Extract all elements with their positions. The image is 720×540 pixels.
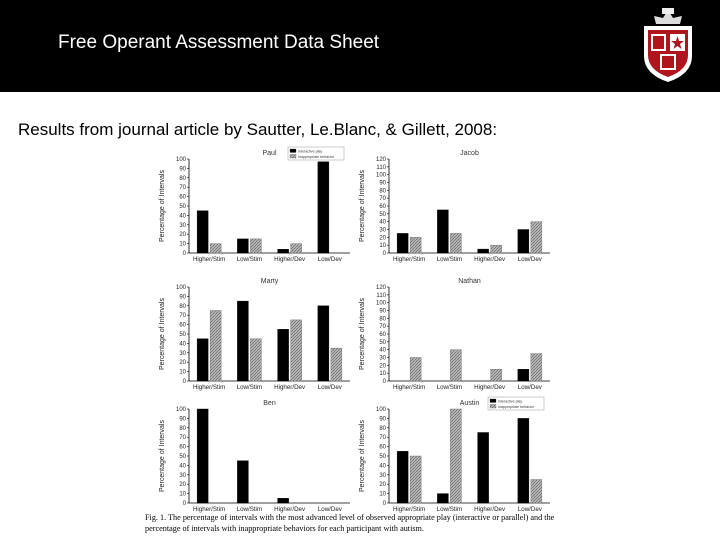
legend-swatch [490,399,496,403]
y-tick-label: 100 [175,285,186,291]
y-tick-label: 30 [379,472,386,479]
bar-interactive-play [278,249,289,253]
bar-interactive-play [197,409,208,503]
bar-inappropriate-behavior [491,369,502,381]
y-tick-label: 100 [375,300,386,307]
y-tick-label: 60 [379,444,386,451]
bar-interactive-play [478,249,489,253]
y-tick-label: 120 [375,285,386,291]
legend-label: Inappropriate behavior [498,404,534,409]
legend-label: Inappropriate behavior [298,154,334,159]
y-tick-label: 110 [376,164,386,171]
bar-inappropriate-behavior [291,320,302,381]
x-tick-label: Higher/Dev [474,256,506,263]
y-tick-label: 90 [379,180,386,187]
x-tick-label: Low/Dev [517,256,542,263]
chart-panel-austin [355,395,555,520]
bar-inappropriate-behavior [531,480,542,504]
y-tick-label: 40 [379,347,386,354]
y-tick-label: 10 [379,371,386,378]
y-tick-label: 20 [179,482,186,489]
y-tick-label: 0 [382,251,386,257]
chart-austin [355,395,555,520]
bar-interactive-play [237,461,248,503]
y-tick-label: 90 [379,308,386,315]
y-axis-label: Percentage of Intervals [359,170,366,242]
y-axis-label: Percentage of Intervals [159,420,166,492]
x-tick-label: Low/Dev [517,506,542,513]
y-tick-label: 10 [179,241,186,248]
bar-interactive-play [518,369,529,381]
chart-title: Ben [263,400,276,407]
y-tick-label: 0 [182,501,186,507]
chart-panel-paul [155,145,355,270]
y-axis-label: Percentage of Intervals [159,298,166,370]
y-tick-label: 90 [179,166,186,173]
bar-inappropriate-behavior [250,339,261,381]
x-tick-label: Low/Dev [317,384,342,391]
y-tick-label: 70 [179,185,186,192]
chart-panel-jacob [355,145,555,270]
y-tick-label: 10 [179,369,186,376]
y-tick-label: 100 [375,172,386,179]
y-axis-label: Percentage of Intervals [359,298,366,370]
chart-panel-nathan [355,273,555,398]
y-tick-label: 40 [379,219,386,226]
x-tick-label: Low/Dev [317,256,342,263]
slide-title: Free Operant Assessment Data Sheet [58,32,380,53]
chart-marty [155,273,355,398]
y-tick-label: 70 [379,324,386,331]
y-tick-label: 0 [382,379,386,385]
y-tick-label: 40 [179,463,186,470]
legend-label: Interactive play [498,399,523,404]
y-tick-label: 20 [379,482,386,489]
y-tick-label: 80 [379,425,386,432]
bar-interactive-play [518,230,529,254]
x-tick-label: Higher/Dev [274,506,306,513]
y-tick-label: 50 [179,204,186,210]
y-tick-label: 50 [379,211,386,218]
figure [150,145,560,540]
y-tick-label: 20 [379,363,386,370]
y-tick-label: 100 [175,407,186,413]
y-tick-label: 10 [179,491,186,498]
bar-interactive-play [197,339,208,381]
y-tick-label: 10 [379,491,386,498]
x-tick-label: Higher/Stim [192,256,226,263]
bar-inappropriate-behavior [410,237,421,253]
chart-ben [155,395,355,520]
y-tick-label: 60 [179,194,186,201]
y-tick-label: 20 [179,232,186,239]
chart-panel-ben [155,395,355,520]
bar-interactive-play [397,451,408,503]
y-tick-label: 0 [182,251,186,257]
chart-paul [155,145,355,270]
y-tick-label: 90 [379,416,386,423]
chart-title: Jacob [460,150,479,157]
x-tick-label: Higher/Dev [274,384,306,391]
university-seal-icon [640,8,696,84]
y-tick-label: 100 [375,407,386,413]
y-tick-label: 0 [182,379,186,385]
y-tick-label: 50 [379,339,386,346]
bar-interactive-play [318,306,329,381]
x-tick-label: Low/Stim [236,384,263,391]
x-tick-label: Higher/Stim [392,256,426,263]
bar-interactive-play [237,301,248,381]
x-tick-label: Higher/Stim [392,384,426,391]
x-tick-label: Higher/Dev [474,384,506,391]
y-tick-label: 80 [379,188,386,195]
figure-caption: Fig. 1. The percentage of intervals with the most advanced level of observed appropriate play (interactive or parallel) and the percentage of intervals with inappropriate behaviors for each participant with autism. [145,513,555,533]
bar-inappropriate-behavior [210,311,221,382]
y-tick-label: 30 [179,350,186,357]
y-tick-label: 70 [179,313,186,320]
y-tick-label: 70 [379,196,386,203]
y-tick-label: 90 [179,294,186,301]
y-axis-label: Percentage of Intervals [159,170,166,242]
bar-interactive-play [437,210,448,253]
x-tick-label: Higher/Dev [474,506,506,513]
bar-interactive-play [197,211,208,253]
y-tick-label: 40 [379,463,386,470]
bar-interactive-play [397,233,408,253]
x-tick-label: Low/Stim [236,256,263,263]
bar-inappropriate-behavior [250,239,261,253]
chart-jacob [355,145,555,270]
bar-interactive-play [278,498,289,503]
bar-inappropriate-behavior [291,244,302,253]
y-tick-label: 60 [379,332,386,338]
x-tick-label: Low/Stim [436,384,463,391]
y-tick-label: 40 [179,213,186,220]
chart-title: Nathan [458,278,481,285]
y-tick-label: 0 [382,501,386,507]
bar-inappropriate-behavior [450,233,461,253]
y-tick-label: 10 [379,243,386,250]
bar-interactive-play [237,239,248,253]
bar-inappropriate-behavior [531,354,542,381]
legend-swatch [290,155,296,159]
y-tick-label: 80 [179,303,186,310]
chart-nathan [355,273,555,398]
chart-title: Marty [260,278,279,285]
slide-header [0,0,720,92]
chart-panel-marty [155,273,355,398]
y-tick-label: 50 [379,454,386,460]
bar-interactive-play [278,329,289,381]
y-tick-label: 30 [379,355,386,362]
legend-label: Interactive play [298,149,323,154]
bar-inappropriate-behavior [491,245,502,253]
bar-interactive-play [478,433,489,504]
bar-inappropriate-behavior [531,222,542,253]
y-tick-label: 30 [179,222,186,229]
y-tick-label: 60 [379,204,386,210]
y-tick-label: 70 [379,435,386,442]
chart-title: Austin [459,400,480,407]
x-tick-label: Low/Dev [517,384,542,391]
x-tick-label: Higher/Stim [192,384,226,391]
y-tick-label: 20 [379,235,386,242]
legend-swatch [490,405,496,409]
y-tick-label: 30 [179,472,186,479]
y-tick-label: 100 [175,157,186,163]
y-tick-label: 80 [379,316,386,323]
bar-interactive-play [518,418,529,503]
slide-subtitle: Results from journal article by Sautter, Le.Blanc, & Gillett, 2008: [18,120,498,139]
y-tick-label: 30 [379,227,386,234]
bar-inappropriate-behavior [410,358,421,382]
x-tick-label: Low/Dev [317,506,342,513]
bar-interactive-play [318,162,329,253]
y-tick-label: 110 [376,292,386,299]
bar-inappropriate-behavior [210,244,221,253]
bar-inappropriate-behavior [410,456,421,503]
y-tick-label: 80 [179,175,186,182]
x-tick-label: Higher/Dev [274,256,306,263]
bar-inappropriate-behavior [450,350,461,381]
chart-title: Paul [262,150,277,157]
x-tick-label: Higher/Stim [192,506,226,513]
y-tick-label: 80 [179,425,186,432]
legend-swatch [290,149,296,153]
y-tick-label: 120 [375,157,386,163]
y-tick-label: 20 [179,360,186,367]
bar-inappropriate-behavior [450,409,461,503]
y-tick-label: 50 [179,454,186,460]
x-tick-label: Low/Stim [436,256,463,263]
y-tick-label: 60 [179,322,186,329]
y-axis-label: Percentage of Intervals [359,420,366,492]
x-tick-label: Low/Stim [436,506,463,513]
y-tick-label: 40 [179,341,186,348]
y-tick-label: 90 [179,416,186,423]
y-tick-label: 50 [179,332,186,338]
x-tick-label: Low/Stim [236,506,263,513]
bar-interactive-play [437,494,448,503]
x-tick-label: Higher/Stim [392,506,426,513]
y-tick-label: 60 [179,444,186,451]
bar-inappropriate-behavior [331,348,342,381]
y-tick-label: 70 [179,435,186,442]
